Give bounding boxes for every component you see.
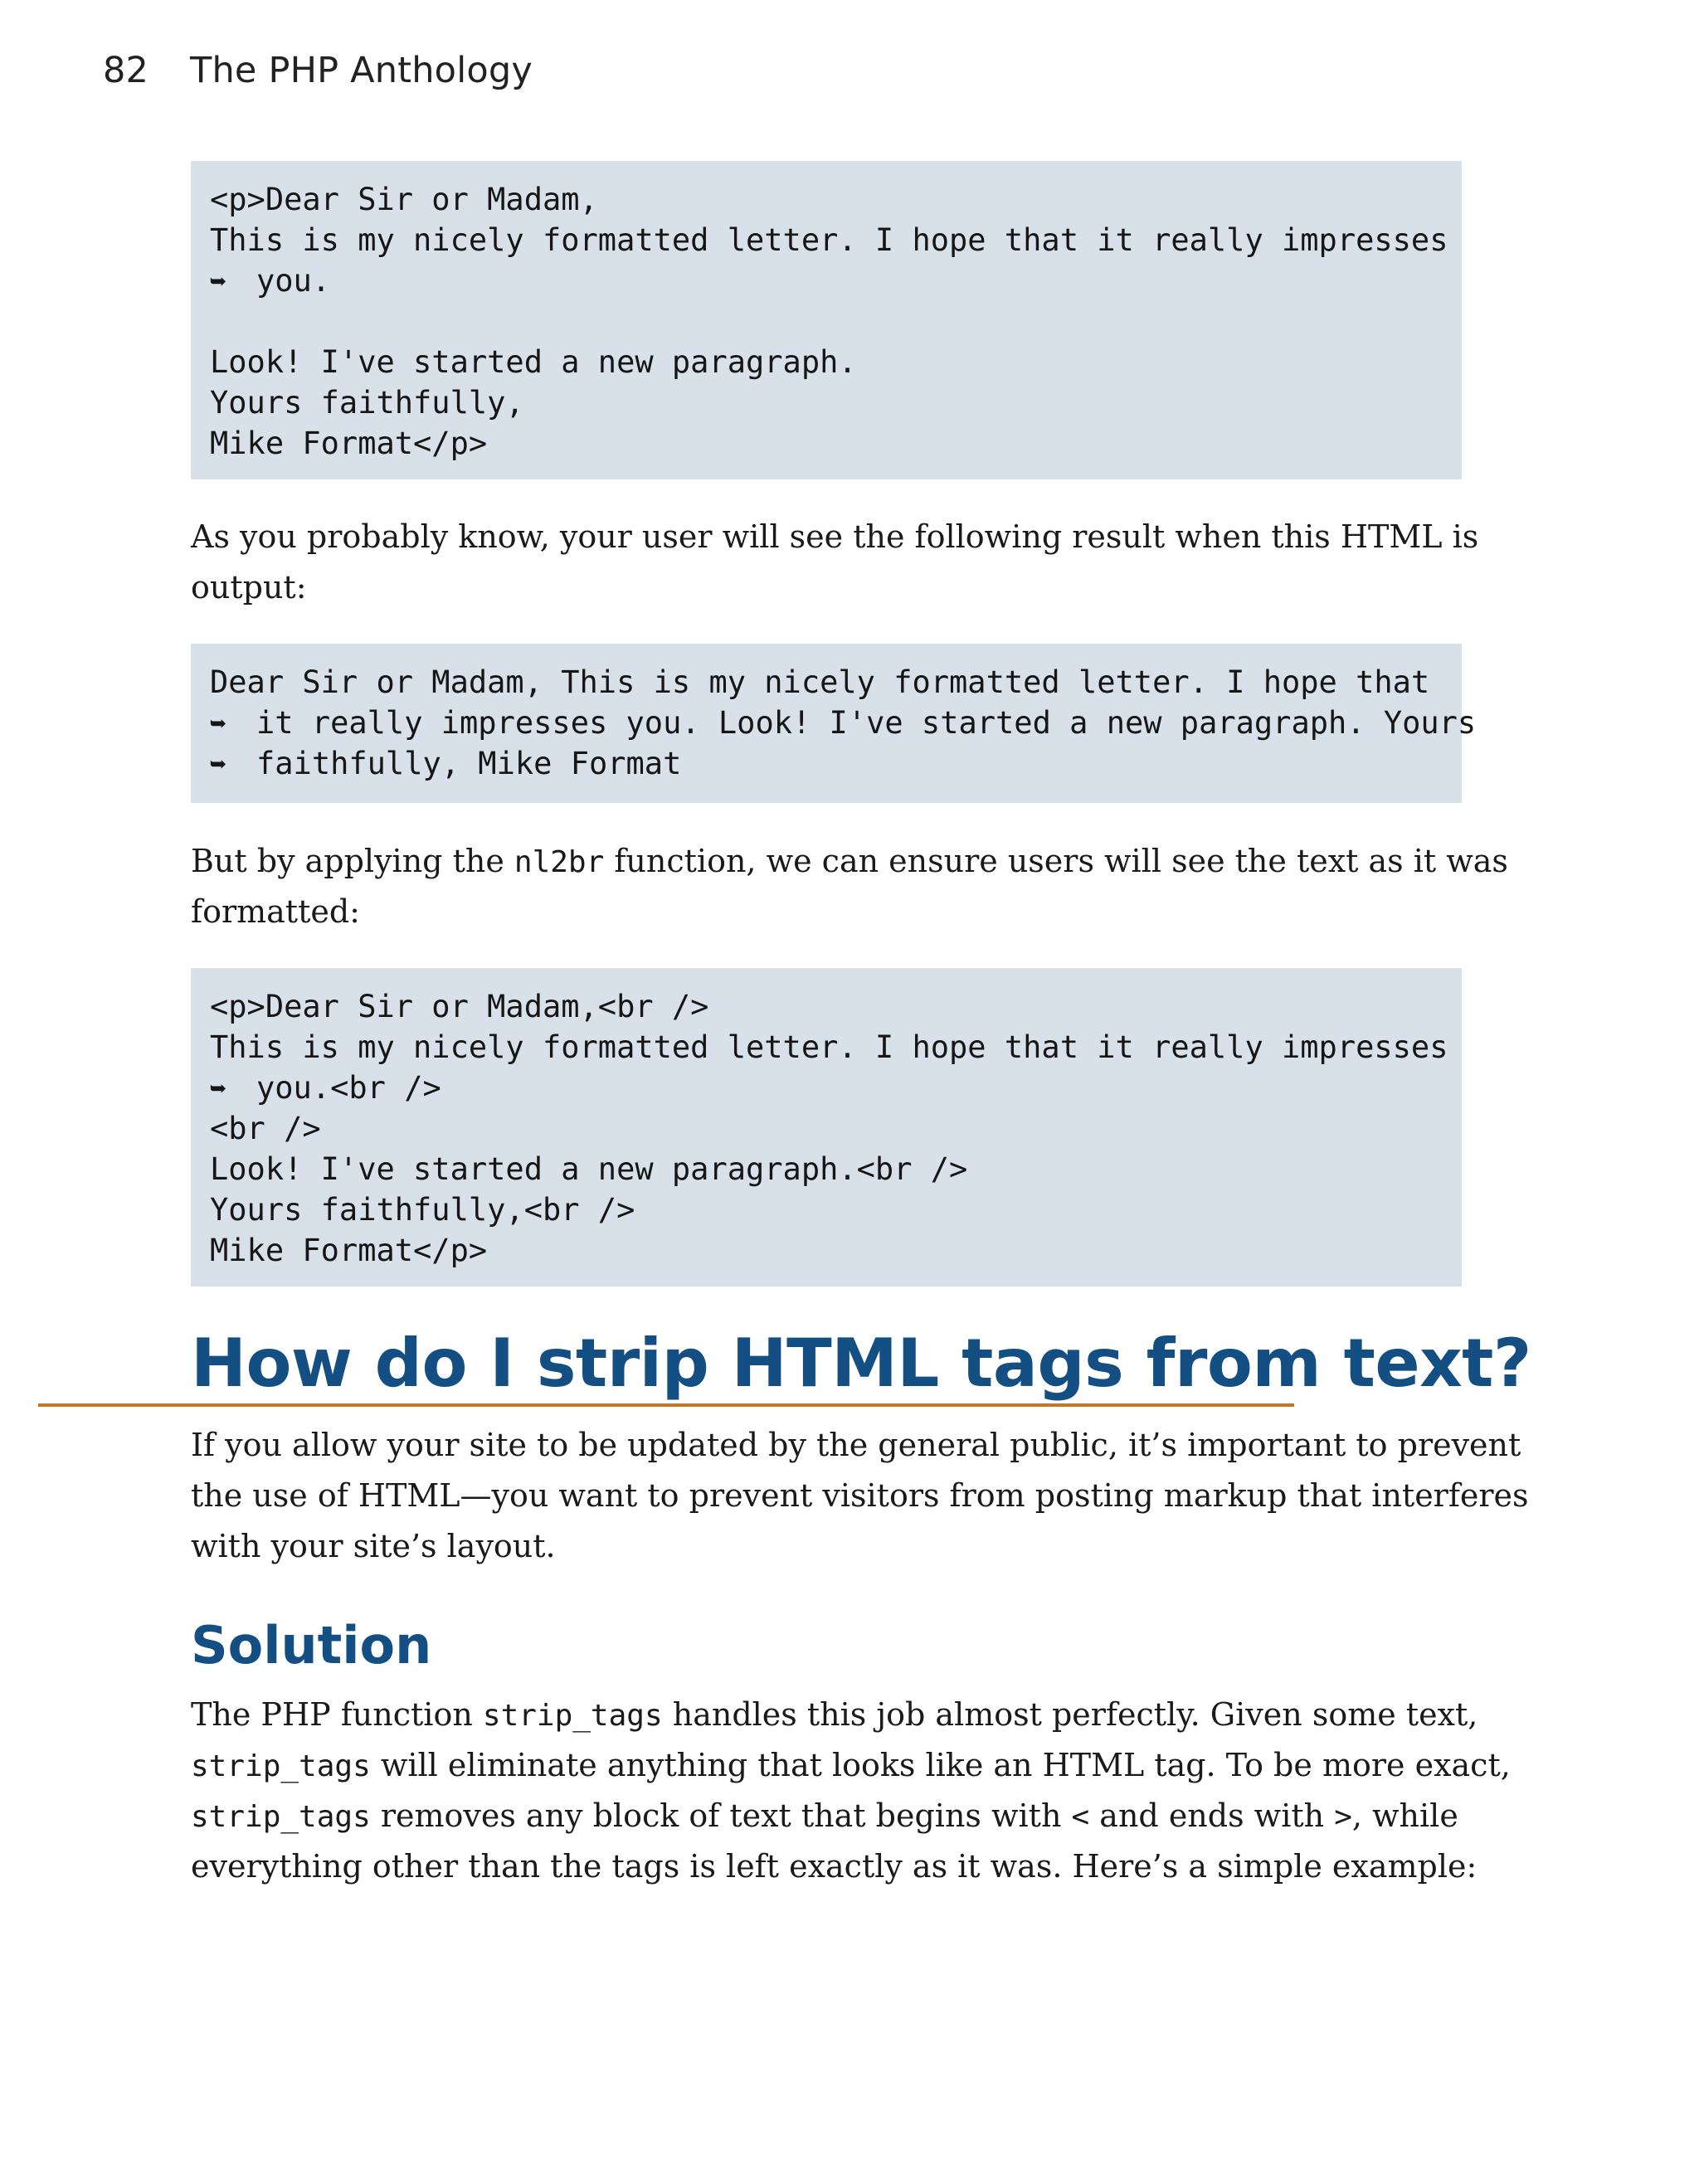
text-line: output:: [191, 569, 307, 606]
inline-code: <: [1071, 1800, 1090, 1834]
code-line: Yours faithfully,: [210, 385, 524, 421]
running-header: [103, 50, 533, 91]
text-line: But by applying the nl2br function, we can ensure users will see the text as it was: [191, 843, 1508, 879]
inline-code: >: [1334, 1800, 1352, 1834]
code-line: Look! I've started a new paragraph.: [210, 344, 857, 380]
body-paragraph: [191, 1690, 1511, 1892]
text-line: the use of HTML—you want to prevent visitors from posting markup that interferes: [191, 1477, 1529, 1514]
book-title: The PHP Anthology: [190, 50, 533, 91]
text-line: strip_tags removes any block of text that begins with < and ends with >, while: [191, 1797, 1458, 1834]
code-line: This is my nicely formatted letter. I hope that it really impresses: [210, 1029, 1448, 1065]
code-block-html-letter: [191, 161, 1462, 479]
inline-code: strip_tags: [482, 1699, 663, 1733]
line-continuation-icon: ➥: [210, 265, 226, 298]
line-continuation-icon: ➥: [210, 708, 226, 740]
code-line: <br />: [210, 1111, 321, 1146]
inline-code: strip_tags: [191, 1749, 371, 1783]
heading-underline: [38, 1403, 1294, 1407]
line-continuation-icon: ➥: [210, 748, 226, 781]
line-continuation-icon: ➥: [210, 1073, 226, 1105]
code-line: Dear Sir or Madam, This is my nicely formatted letter. I hope that: [210, 664, 1430, 700]
text-line: everything other than the tags is left exactly as it was. Here’s a simple example:: [191, 1848, 1477, 1885]
page-number: 82: [103, 50, 149, 91]
body-paragraph: [191, 836, 1508, 937]
body-paragraph: [191, 1420, 1529, 1572]
code-block-nl2br-output: [191, 968, 1462, 1287]
code-line: This is my nicely formatted letter. I hope that it really impresses: [210, 222, 1448, 258]
code-line: ➥ faithfully, Mike Format: [210, 743, 1462, 784]
code-line: ➥ you.<br />: [210, 1068, 1462, 1108]
text-line: strip_tags will eliminate anything that looks like an HTML tag. To be more exact,: [191, 1747, 1511, 1783]
code-line: <p>Dear Sir or Madam,: [210, 182, 598, 217]
body-paragraph: [191, 512, 1479, 613]
code-line: Mike Format</p>: [210, 426, 488, 461]
subsection-heading: Solution: [191, 1615, 432, 1676]
text-line: The PHP function strip_tags handles this job almost perfectly. Given some text,: [191, 1696, 1478, 1733]
code-block-rendered-output: [191, 644, 1477, 803]
inline-code: strip_tags: [191, 1800, 371, 1834]
text-line: with your site’s layout.: [191, 1528, 556, 1564]
code-line: Mike Format</p>: [210, 1233, 488, 1268]
text-line: formatted:: [191, 893, 360, 930]
text-line: As you probably know, your user will see the following result when this HTML is: [191, 518, 1479, 555]
code-line: ➥ it really impresses you. Look! I've started a new paragraph. Yours: [210, 703, 1462, 743]
section-heading: How do I strip HTML tags from text?: [191, 1325, 1531, 1402]
text-line: If you allow your site to be updated by the general public, it’s important to prevent: [191, 1427, 1521, 1463]
code-line: [210, 301, 1462, 342]
code-line: ➥ you.: [210, 260, 1462, 301]
code-line: <p>Dear Sir or Madam,<br />: [210, 989, 709, 1024]
inline-code: nl2br: [514, 845, 605, 879]
code-line: Yours faithfully,<br />: [210, 1192, 635, 1228]
code-line: Look! I've started a new paragraph.<br />: [210, 1151, 968, 1187]
